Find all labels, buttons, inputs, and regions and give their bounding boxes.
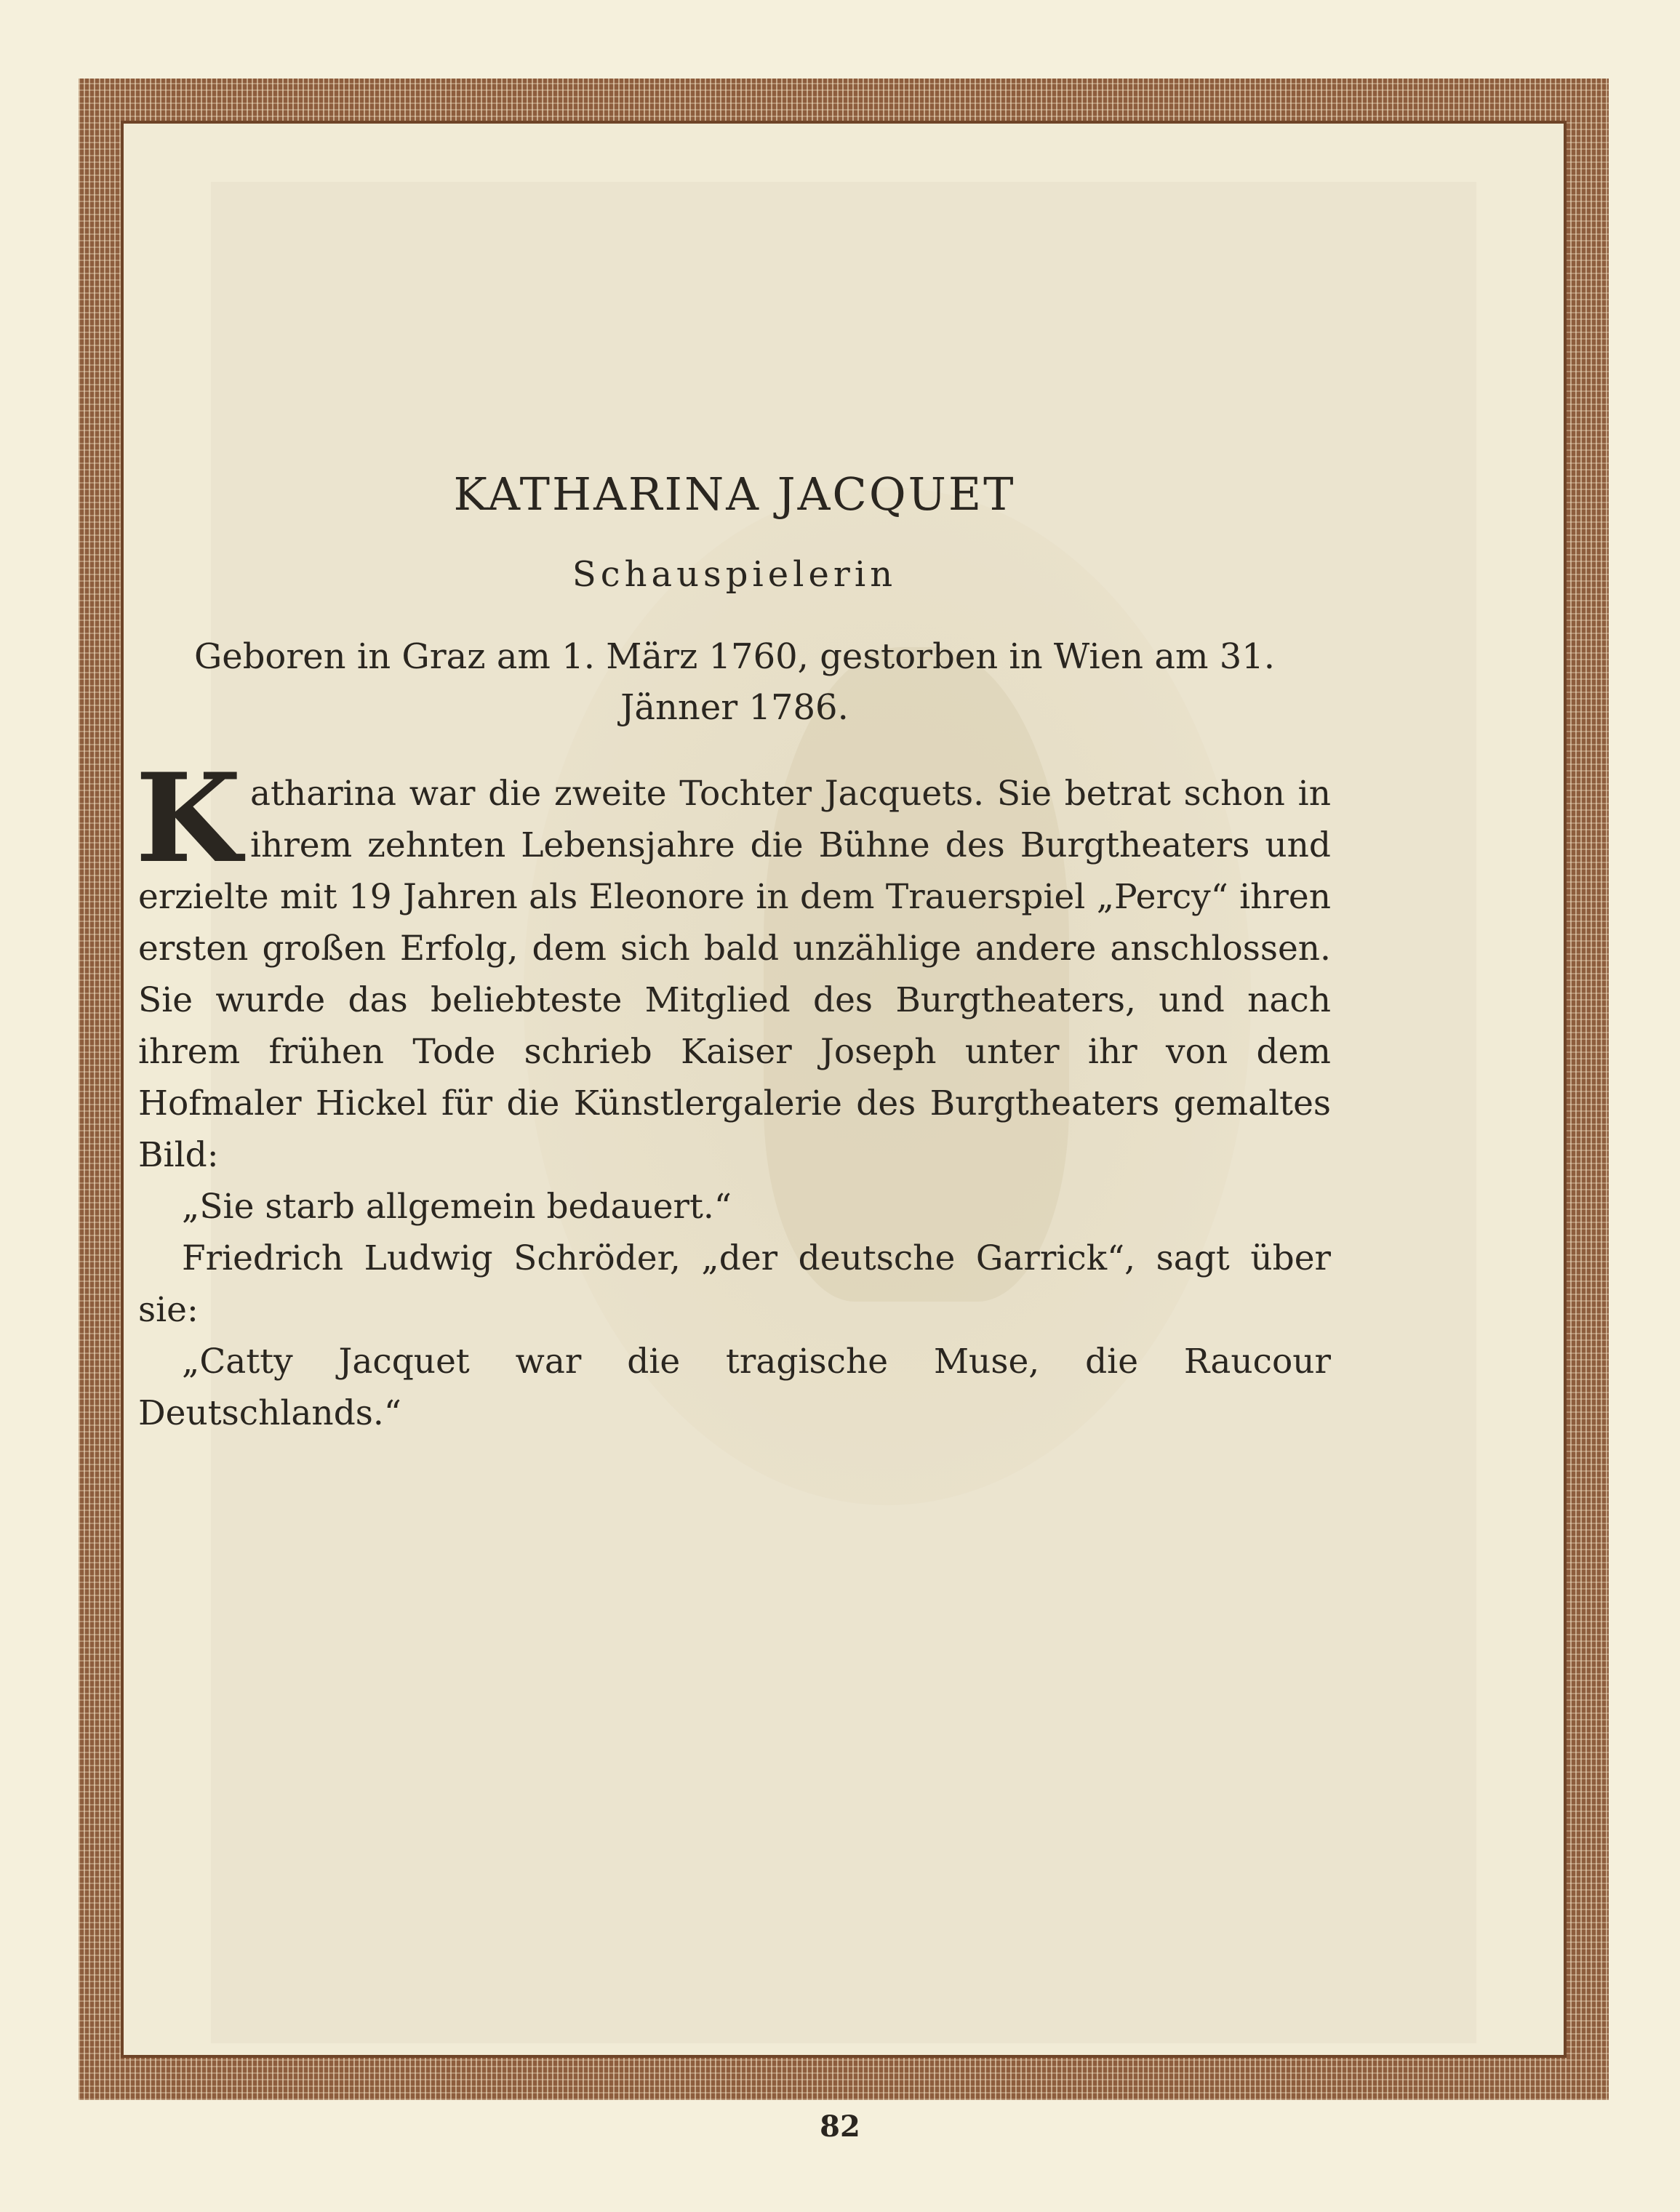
body-text — [135, 746, 1331, 1439]
paragraph-3: Friedrich Ludwig Schröder, „der deutsche Garrick“, sagt über sie: — [138, 1238, 1331, 1330]
page-title: KATHARINA JACQUET — [453, 468, 1016, 521]
subtitle: Schauspielerin — [572, 554, 897, 595]
birth-death-dates: Geboren in Graz am 1. März 1760, gestorben in Wien am 31. Jänner 1786. — [193, 636, 1276, 728]
page-number: 82 — [820, 2109, 860, 2144]
paragraph-1 — [135, 746, 1331, 1181]
paragraph-1-text: atharina war die zweite Tochter Jacquets. Sie betrat schon in ihrem zehnten Lebensjahre die Bühne des Burgtheaters und erzielte mit 19 Jahren als Eleonore in dem Trauerspiel „Percy“ ihren ersten großen Erfolg, dem sich bald unzählige andere anschlossen. Sie wurde das beliebteste Mitglied des Burgtheaters, und nach ihrem frühen Tode schrieb Kaiser Joseph unter ihr von dem Hofmaler Hickel für die Künstlergalerie des Burgtheaters gemaltes Bild: — [138, 774, 1331, 1175]
text-block — [135, 465, 1331, 1439]
paragraph-4: „Catty Jacquet war die tragische Muse, die Raucour Deutschlands.“ — [138, 1342, 1331, 1433]
paragraph-2: „Sie starb allgemein bedauert.“ — [182, 1187, 732, 1227]
drop-cap: K — [135, 746, 242, 890]
